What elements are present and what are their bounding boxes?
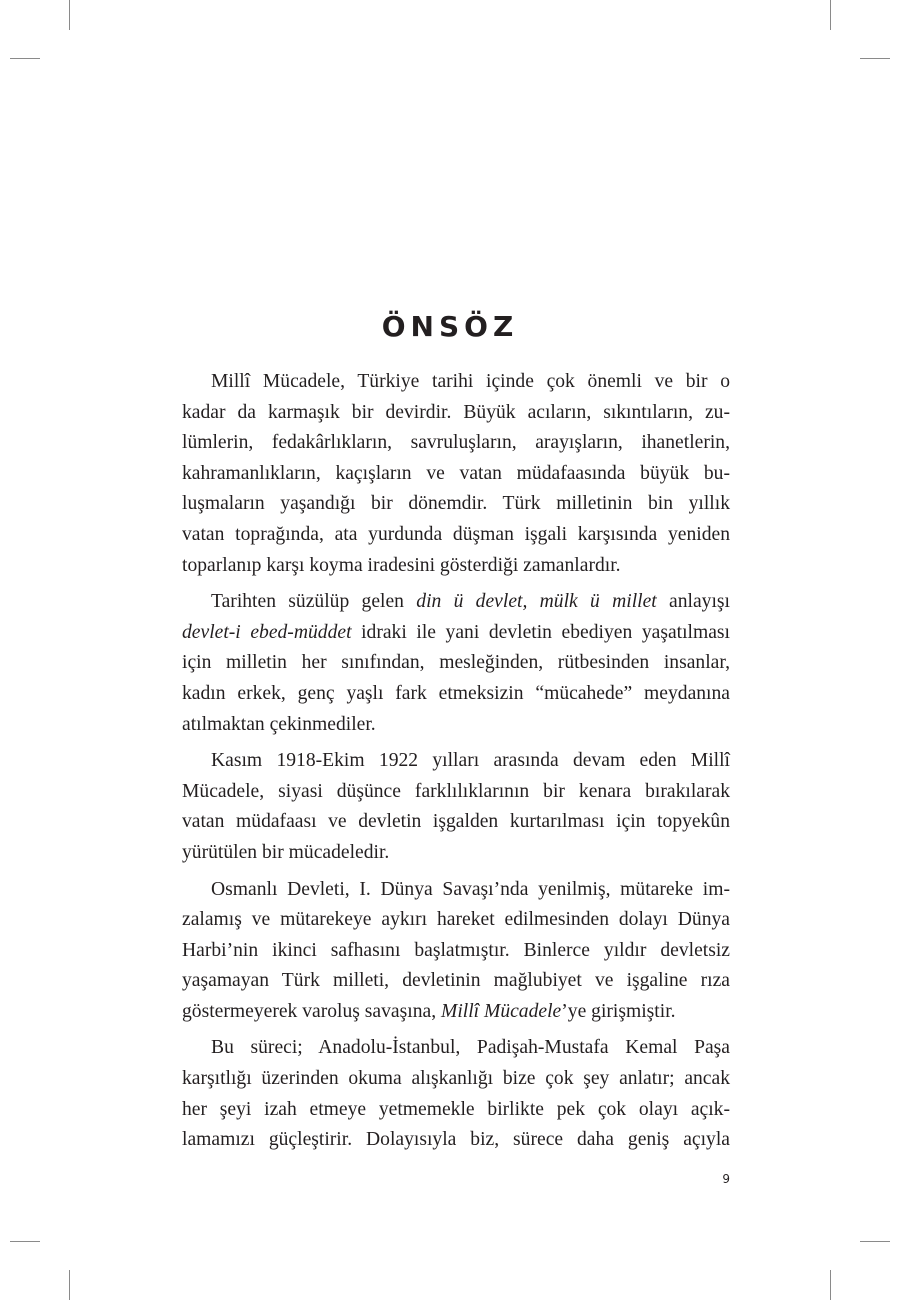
italic-phrase: devlet-i ebed-müddet [182,621,352,643]
crop-mark-top-right [830,0,831,30]
text-line [182,520,730,551]
text-segment: Tarihten süzülüp gelen [211,591,417,613]
text-segment: lamamızı güçleştirir. Dolayısıyla biz, sürece daha geniş açıyla [182,1129,730,1151]
text-segment: anlayışı [656,591,730,613]
text-segment: toparlanıp karşı koyma iradesini gösterdiği zamanlardır. [182,554,621,576]
text-segment: luşmaların yaşandığı bir dönemdir. Türk milletinin bin yıllık [182,493,730,515]
text-line [182,367,730,398]
text-segment: yaşamayan Türk milleti, devletinin mağlubiyet ve işgaline rıza [182,970,730,992]
text-segment: vatan toprağında, ata yurdunda düşman işgali karşısında yeniden [182,523,730,545]
text-segment: yürütülen bir mücadeledir. [182,841,390,863]
text-line [182,618,730,649]
text-segment: her şeyi izah etmeye yetmemekle birlikte pek çok olayı açık- [182,1098,730,1120]
paragraph [182,746,730,868]
text-segment: Mücadele, siyasi düşünce farklılıklarının bir kenara bırakılarak [182,780,730,802]
text-line [182,875,730,906]
text-line [182,838,730,869]
text-segment: vatan müdafaası ve devletin işgalden kurtarılması için topyekûn [182,811,730,833]
body-text [182,367,730,1162]
text-segment: zalamış ve mütarekeye aykırı hareket edilmesinden dolayı Dünya [182,909,730,931]
paragraph [182,587,730,740]
text-line [182,936,730,967]
page-title: ÖNSÖZ [381,310,519,343]
text-segment: kadar da karmaşık bir devirdir. Büyük acıların, sıkıntıların, zu- [182,401,730,423]
text-segment: kahramanlıkların, kaçışların ve vatan müdafaasında büyük bu- [182,462,730,484]
text-line [182,746,730,777]
text-line [182,428,730,459]
paragraph [182,367,730,581]
text-line [182,777,730,808]
paragraph [182,1033,730,1155]
text-line [182,905,730,936]
text-segment: için milletin her sınıfından, mesleğinden, rütbesinden insanlar, [182,652,730,674]
text-line [182,710,730,741]
text-line [182,1125,730,1156]
text-line [182,459,730,490]
crop-mark-left-bottom [10,1241,40,1242]
text-segment: Kasım 1918-Ekim 1922 yılları arasında devam eden Millî [211,750,730,772]
paragraph [182,875,730,1028]
crop-mark-top-left [69,0,70,30]
text-line [182,966,730,997]
crop-mark-right-bottom [860,1241,890,1242]
text-segment: idraki ile yani devletin ebediyen yaşatılması [351,621,730,643]
crop-mark-left-top [10,58,40,59]
text-segment: lümlerin, fedakârlıkların, savruluşların, arayışların, ihanetlerin, [182,432,730,454]
text-segment: Bu süreci; Anadolu-İstanbul, Padişah-Mustafa Kemal Paşa [211,1037,730,1059]
text-line [182,997,730,1028]
text-segment: atılmaktan çekinmediler. [182,713,376,735]
text-line [182,551,730,582]
text-line [182,1064,730,1095]
text-segment: Millî Mücadele, Türkiye tarihi içinde çok önemli ve bir o [211,371,730,392]
crop-mark-right-top [860,58,890,59]
text-line [182,398,730,429]
text-segment: göstermeyerek varoluş savaşına, [182,1000,441,1022]
text-line [182,1033,730,1064]
text-segment: Osmanlı Devleti, I. Dünya Savaşı’nda yenilmiş, mütareke im- [211,878,730,900]
text-line [182,587,730,618]
text-line [182,1095,730,1126]
text-line [182,679,730,710]
text-segment: karşıtlığı üzerinden okuma alışkanlığı bize çok şey anlatır; ancak [182,1068,730,1090]
crop-mark-bottom-right [830,1270,831,1300]
crop-mark-bottom-left [69,1270,70,1300]
text-segment: ’ye girişmiştir. [561,1000,676,1022]
italic-phrase: Millî Mücadele [441,1000,562,1022]
text-segment: Harbi’nin ikinci safhasını başlatmıştır. Binlerce yıldır devletsiz [182,939,730,961]
page-number: 9 [722,1172,730,1186]
text-line [182,489,730,520]
text-line [182,807,730,838]
text-segment: kadın erkek, genç yaşlı fark etmeksizin “mücahede” meydanına [182,682,730,704]
text-line [182,648,730,679]
italic-phrase: din ü devlet, mülk ü millet [416,591,657,613]
